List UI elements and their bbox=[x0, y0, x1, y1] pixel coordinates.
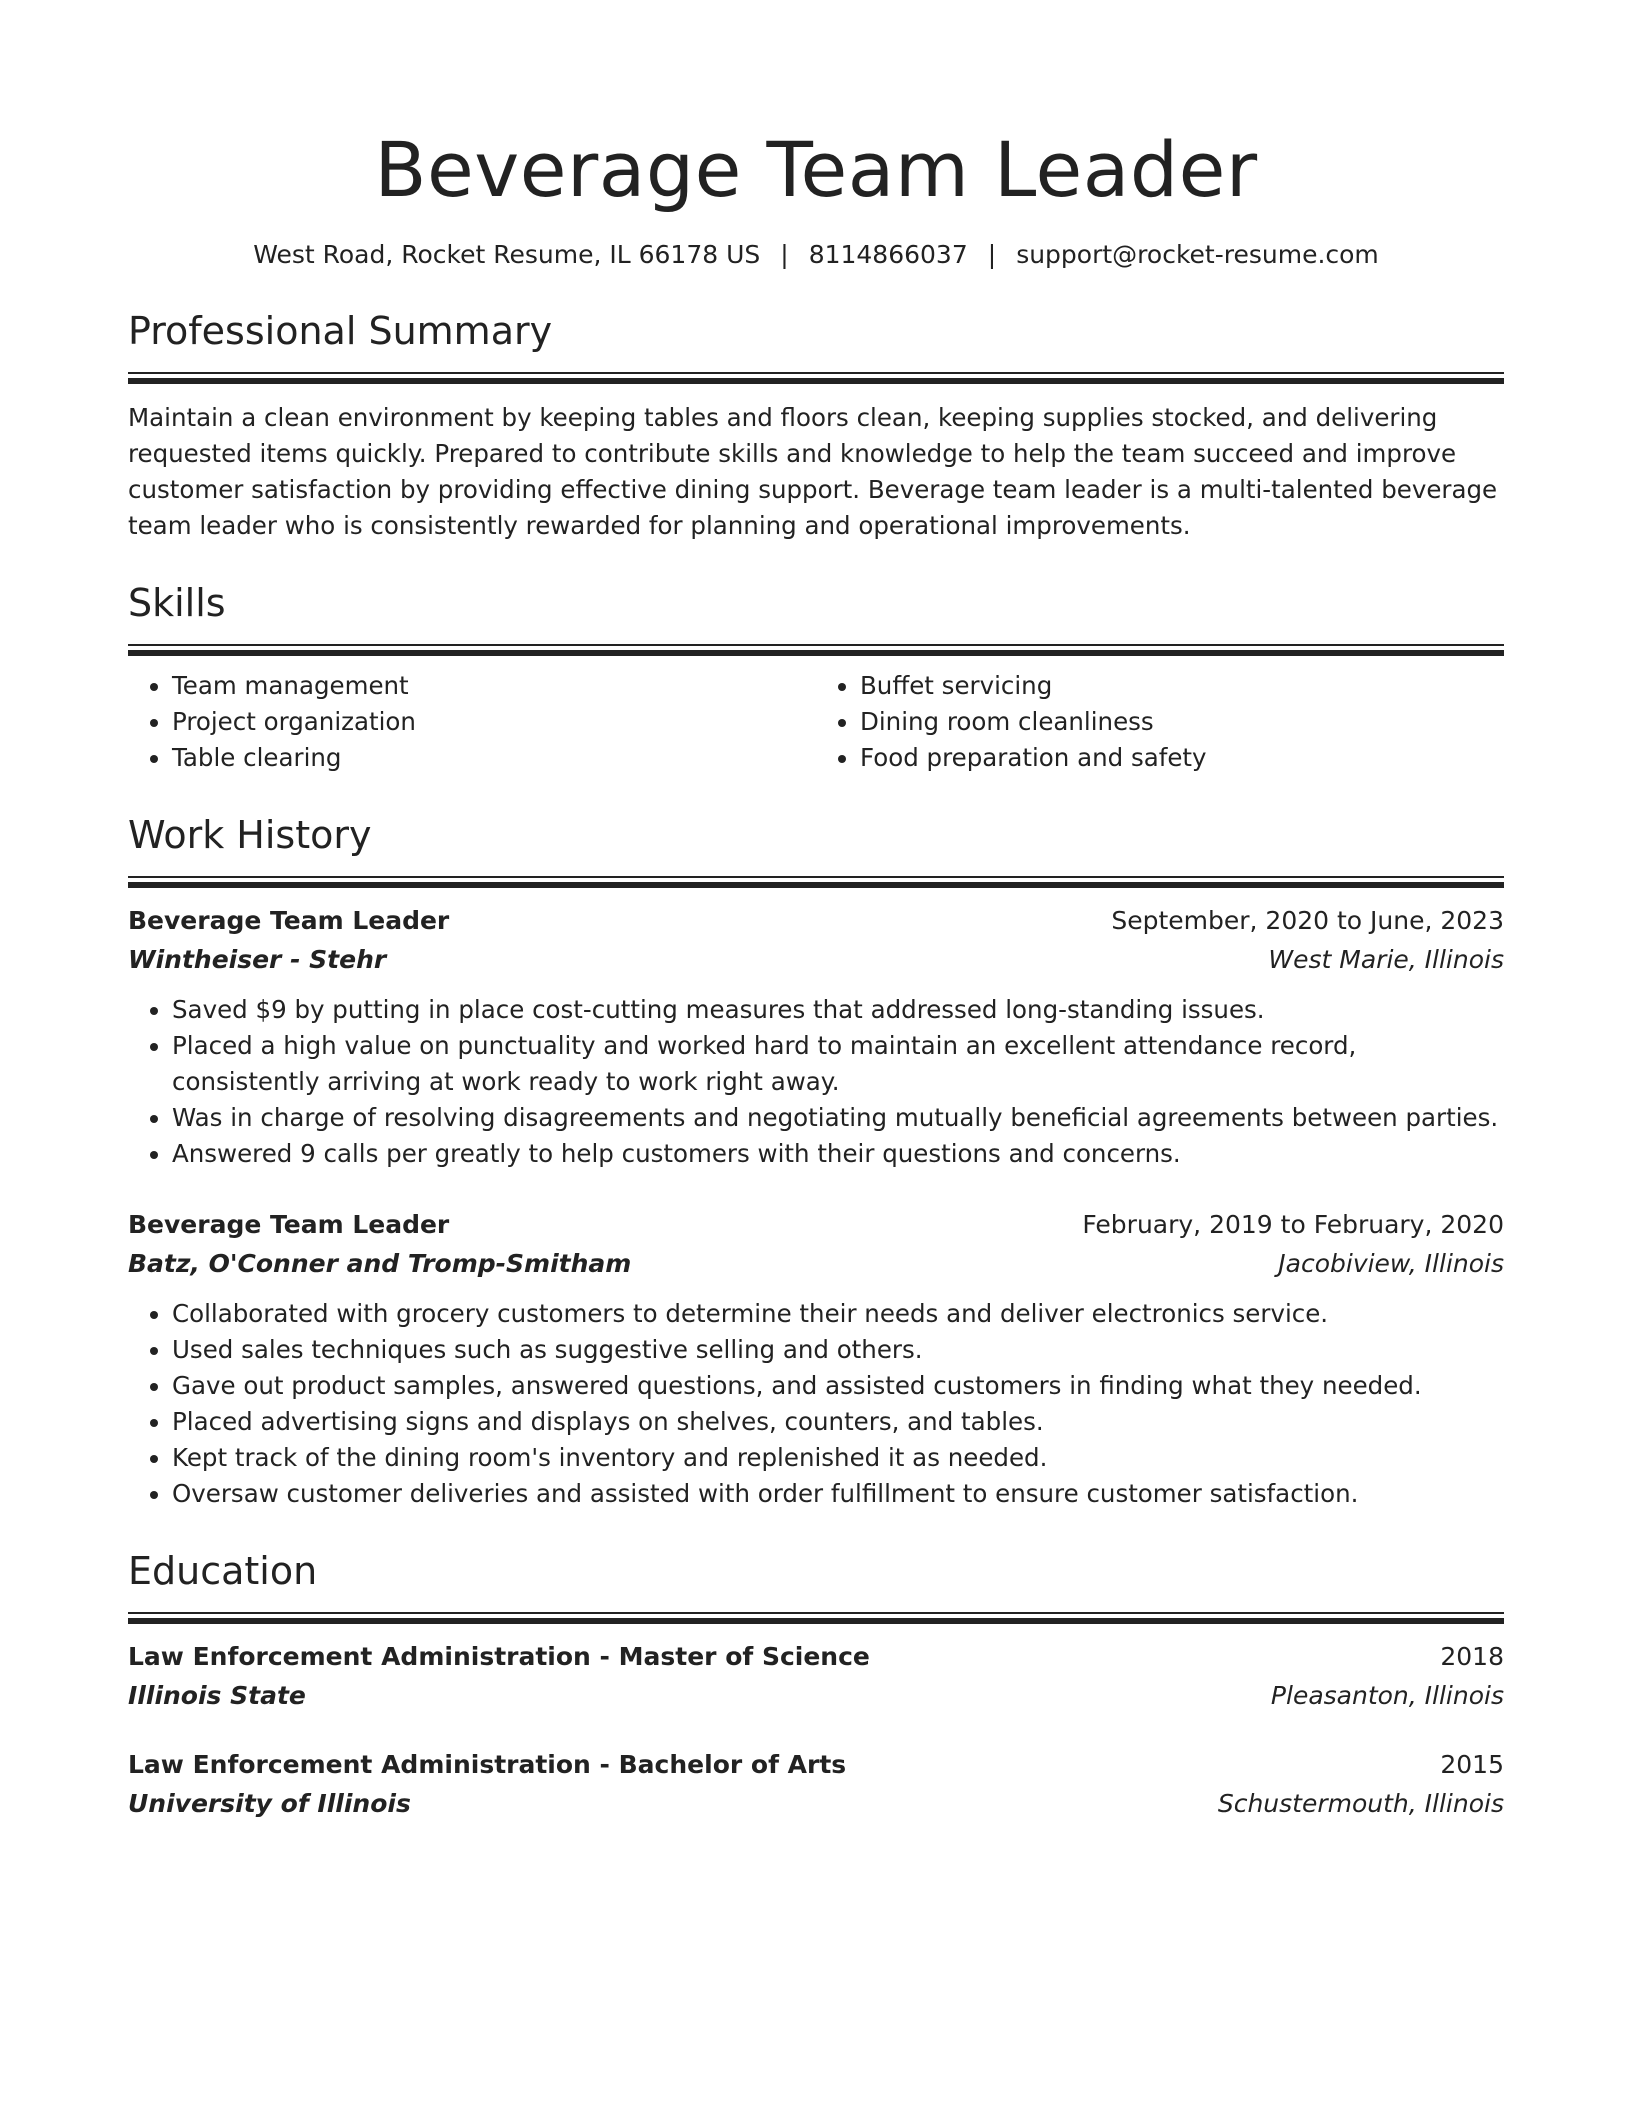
skills-column-right bbox=[816, 668, 1504, 776]
job-title: Beverage Team Leader bbox=[128, 906, 450, 935]
school-location: Pleasanton, Illinois bbox=[1270, 1681, 1504, 1710]
skill-item: • Table clearing bbox=[172, 740, 816, 776]
job-dates: September, 2020 to June, 2023 bbox=[1111, 906, 1504, 935]
company-name: Batz, O'Conner and Tromp-Smitham bbox=[128, 1249, 632, 1278]
job-bullets bbox=[128, 992, 1504, 1172]
address: West Road, Rocket Resume, IL 66178 US bbox=[253, 240, 761, 269]
section-title-education: Education bbox=[128, 1549, 318, 1593]
section-title-work: Work History bbox=[128, 813, 372, 857]
contact-line bbox=[128, 238, 1504, 272]
job-location: West Marie, Illinois bbox=[1268, 945, 1504, 974]
separator: | bbox=[987, 240, 997, 269]
degree: Law Enforcement Administration - Bachelor of Arts bbox=[128, 1750, 847, 1779]
separator: | bbox=[780, 240, 789, 269]
graduation-year: 2018 bbox=[1440, 1642, 1504, 1671]
section-title-skills: Skills bbox=[128, 581, 226, 625]
job-dates: February, 2019 to February, 2020 bbox=[1082, 1210, 1504, 1239]
section-rule bbox=[128, 1612, 1504, 1622]
bullet-item: • Kept track of the dining room's inventory and replenished it as needed. bbox=[172, 1440, 1504, 1476]
bullet-item: • Used sales techniques such as suggestive selling and others. bbox=[172, 1332, 1504, 1368]
bullet-item: • Oversaw customer deliveries and assisted with order fulfillment to ensure customer satisfaction. bbox=[172, 1476, 1504, 1512]
skills-column-left bbox=[128, 668, 816, 776]
bullet-item: • Placed advertising signs and displays on shelves, counters, and tables. bbox=[172, 1404, 1504, 1440]
work-history-section bbox=[128, 812, 1504, 1512]
summary-section bbox=[128, 308, 1504, 544]
company-name: Wintheiser - Stehr bbox=[128, 945, 387, 974]
graduation-year: 2015 bbox=[1440, 1750, 1504, 1779]
bullet-item: • Answered 9 calls per greatly to help customers with their questions and concerns. bbox=[172, 1136, 1504, 1172]
bullet-item: • Saved $9 by putting in place cost-cutting measures that addressed long-standing issues. bbox=[172, 992, 1504, 1028]
job-title: Beverage Team Leader bbox=[128, 1210, 450, 1239]
school-name: University of Illinois bbox=[128, 1789, 411, 1818]
email: support@rocket-resume.com bbox=[1016, 240, 1379, 269]
job-location: Jacobiview, Illinois bbox=[1278, 1249, 1504, 1278]
skill-item: • Buffet servicing bbox=[860, 668, 1504, 704]
skill-item: • Food preparation and safety bbox=[860, 740, 1504, 776]
school-location: Schustermouth, Illinois bbox=[1217, 1789, 1504, 1818]
school-name: Illinois State bbox=[128, 1681, 306, 1710]
summary-text: Maintain a clean environment by keeping tables and floors clean, keeping supplies stocked, and delivering requested items quickly. Prepared to contribute skills and knowledge to help the team succeed and improve customer satisfaction by providing effective dining support. Beverage team leader is a multi-talented beverage team leader who is consistently rewarded for planning and operational improvements. bbox=[128, 403, 1498, 540]
section-rule bbox=[128, 876, 1504, 886]
skills-list bbox=[128, 668, 1504, 776]
section-rule bbox=[128, 372, 1504, 382]
bullet-item: • Collaborated with grocery customers to determine their needs and deliver electronics service. bbox=[172, 1296, 1504, 1332]
degree: Law Enforcement Administration - Master of Science bbox=[128, 1642, 870, 1671]
job-bullets bbox=[128, 1296, 1504, 1512]
skill-item: • Team management bbox=[172, 668, 816, 704]
education-entry bbox=[128, 1638, 1504, 1716]
section-rule bbox=[128, 644, 1504, 654]
skill-item: • Project organization bbox=[172, 704, 816, 740]
bullet-item: • Placed a high value on punctuality and worked hard to maintain an excellent attendance record, consistently arriving at work ready to work right away. bbox=[172, 1028, 1504, 1100]
job-entry bbox=[128, 1206, 1504, 1512]
education-entry bbox=[128, 1746, 1504, 1824]
candidate-name: Beverage Team Leader bbox=[374, 125, 1258, 214]
section-title-summary: Professional Summary bbox=[128, 309, 553, 353]
bullet-item: • Was in charge of resolving disagreements and negotiating mutually beneficial agreements between parties. bbox=[172, 1100, 1504, 1136]
education-section bbox=[128, 1548, 1504, 1824]
skills-section bbox=[128, 580, 1504, 776]
phone: 8114866037 bbox=[808, 240, 968, 269]
skill-item: • Dining room cleanliness bbox=[860, 704, 1504, 740]
job-entry bbox=[128, 902, 1504, 1172]
bullet-item: • Gave out product samples, answered questions, and assisted customers in finding what they needed. bbox=[172, 1368, 1504, 1404]
